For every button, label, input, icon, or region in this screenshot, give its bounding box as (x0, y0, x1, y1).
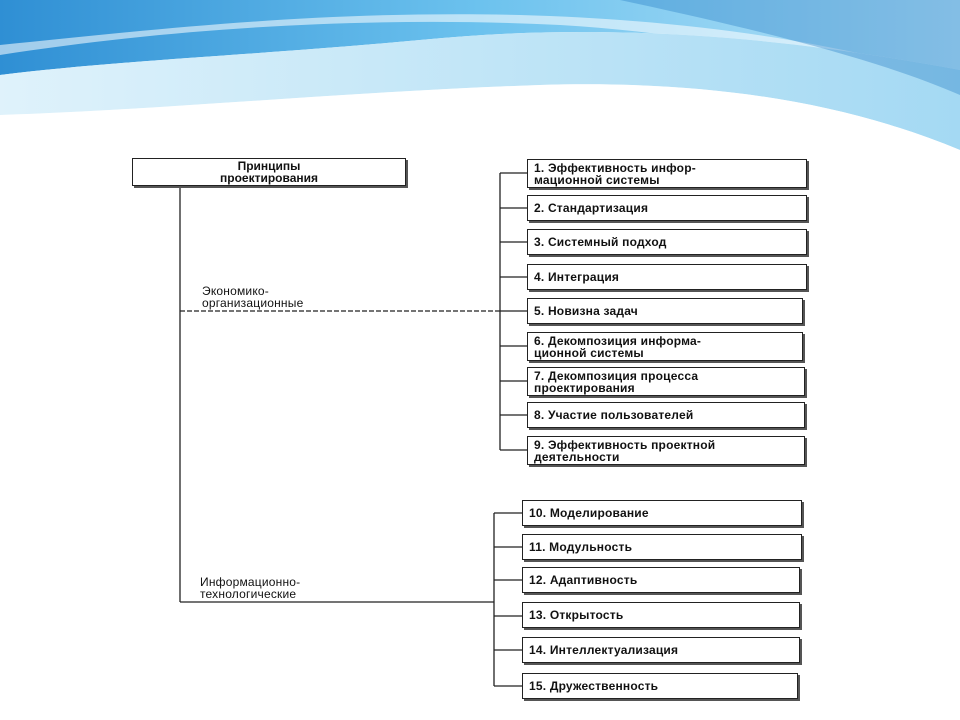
group-label-economic: Экономико- организационные (202, 284, 304, 310)
principle-label: 10. Моделирование (529, 506, 649, 520)
principle-box-3 (527, 229, 807, 255)
principle-box-8 (527, 402, 805, 428)
principle-label: 8. Участие пользователей (534, 408, 694, 422)
principle-box-7 (527, 367, 805, 396)
principle-label: 4. Интеграция (534, 270, 620, 284)
principle-label: 3. Системный подход (534, 235, 667, 249)
principle-box-2 (527, 195, 807, 221)
principle-label: 1. Эффективность инфор- мационной системы (534, 160, 696, 187)
principle-label: 7. Декомпозиция процесса проектирования (534, 368, 699, 395)
principle-label: 5. Новизна задач (534, 304, 638, 318)
principle-label: 15. Дружественность (529, 679, 659, 693)
principle-label: 6. Декомпозиция информа- ционной системы (534, 333, 702, 360)
root-box-design-principles (132, 158, 406, 186)
principle-label: 12. Адаптивность (529, 573, 638, 587)
principle-label: 13. Открытость (529, 608, 624, 622)
principle-label: 9. Эффективность проектной деятельности (534, 437, 716, 464)
principle-box-1 (527, 159, 807, 188)
principle-box-12 (522, 567, 800, 593)
principle-box-6 (527, 332, 803, 361)
principle-box-4 (527, 264, 807, 290)
principle-box-15 (522, 673, 798, 699)
principle-label: 2. Стандартизация (534, 201, 649, 215)
principle-box-13 (522, 602, 800, 628)
group-label-it: Информационно- технологические (200, 575, 301, 601)
root-label: Принципы проектирования (219, 159, 319, 185)
principle-label: 11. Модульность (529, 540, 633, 554)
principle-label: 14. Интеллектуализация (529, 643, 679, 657)
principle-box-10 (522, 500, 802, 526)
principle-box-5 (527, 298, 803, 324)
principle-box-9 (527, 436, 805, 465)
principle-box-14 (522, 637, 800, 663)
principle-box-11 (522, 534, 802, 560)
